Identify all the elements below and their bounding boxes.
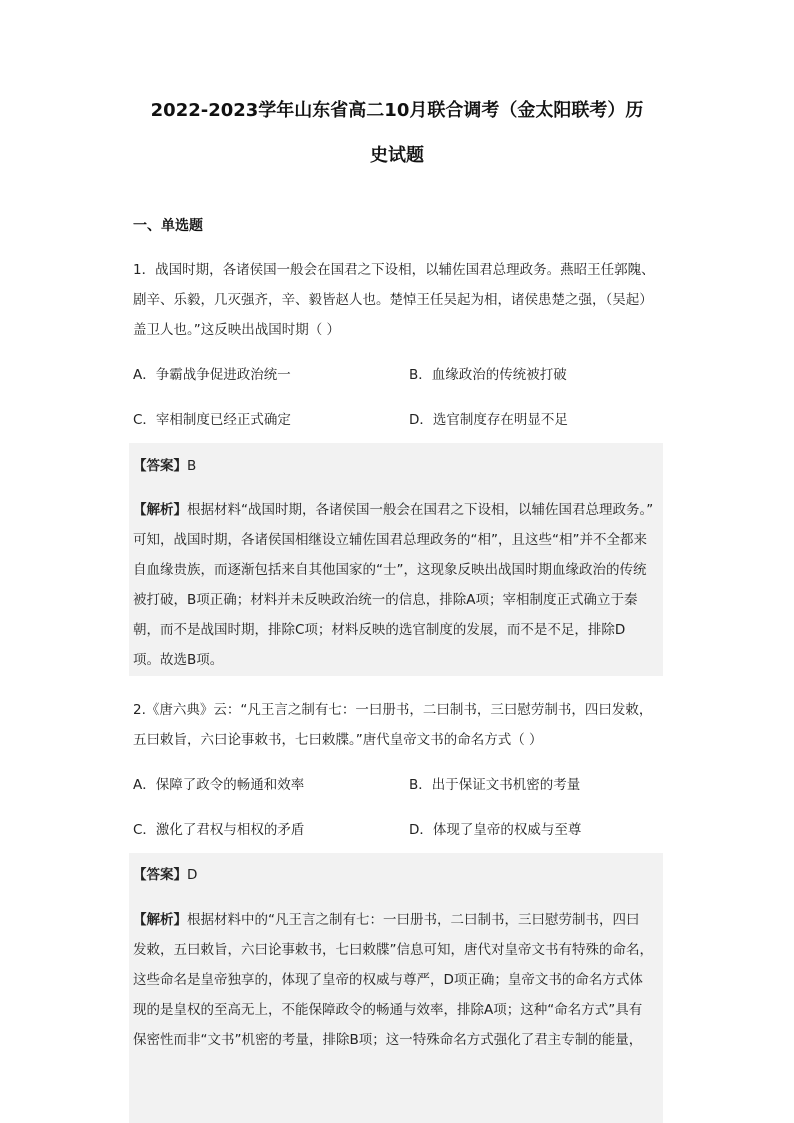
q2-analysis-line-2: 发敕，五曰敕旨，六曰论事敕书，七曰敕牒”信息可知，唐代对皇帝文书有特殊的命名，	[133, 942, 653, 958]
q1-option-c: C．宰相制度已经正式确定	[133, 412, 291, 428]
q1-analysis-line-5: 朝，而不是战国时期，排除C项；材料反映的选官制度的发展，而不是不足，排除D	[133, 622, 626, 638]
q1-option-d: D．选官制度存在明显不足	[409, 412, 568, 428]
q1-analysis-text: 根据材料“战国时期，各诸侯国一般会在国君之下设相，以辅佐国君总理政务。”	[187, 502, 654, 518]
q2-answer-panel	[129, 853, 663, 1123]
q1-option-a: A．争霸战争促进政治统一	[133, 367, 291, 383]
q1-analysis-line-2: 可知，战国时期，各诸侯国相继设立辅佐国君总理政务的“相”，且这些“相”并不全都来	[133, 532, 647, 548]
q2-option-b: B．出于保证文书机密的考量	[409, 777, 581, 793]
q2-stem-line-1: 2.《唐六典》云：“凡王言之制有七：一曰册书，二曰制书，三曰慰劳制书，四曰发敕，	[133, 702, 653, 718]
q1-stem-line-2: 剧辛、乐毅，几灭强齐，辛、毅皆赵人也。楚悼王任吴起为相，诸侯患楚之强，（吴起）	[133, 292, 653, 308]
section-heading: 一、单选题	[133, 218, 203, 234]
q1-answer-label: 【答案】	[133, 458, 187, 474]
q2-option-c: C．激化了君权与相权的矛盾	[133, 822, 305, 838]
document-title-line-1: 2022-2023学年山东省高二10月联合调考（金太阳联考）历	[150, 100, 644, 121]
q2-analysis-line-1	[133, 908, 640, 928]
q2-analysis-line-4: 现的是皇权的至高无上，不能保障政令的畅通与效率，排除A项；这种“命名方式”具有	[133, 1002, 643, 1018]
q1-answer-value: B	[187, 458, 197, 474]
q1-analysis-line-1	[133, 498, 653, 518]
q1-analysis-label: 【解析】	[133, 502, 187, 518]
q1-stem-line-1: 1．战国时期，各诸侯国一般会在国君之下设相，以辅佐国君总理政务。燕昭王任郭隗、	[133, 262, 655, 278]
document-title-line-2: 史试题	[370, 145, 424, 166]
q2-analysis-label: 【解析】	[133, 912, 187, 928]
q1-answer	[133, 454, 196, 474]
q1-analysis-line-3: 自血缘贵族，而逐渐包括来自其他国家的“士”，这现象反映出战国时期血缘政治的传统	[133, 562, 647, 578]
q2-analysis-line-3: 这些命名是皇帝独享的，体现了皇帝的权威与尊严，D项正确；皇帝文书的命名方式体	[133, 972, 643, 988]
q1-option-b: B．血缘政治的传统被打破	[409, 367, 567, 383]
q1-analysis-line-6: 项。故选B项。	[133, 652, 224, 668]
q2-answer-label: 【答案】	[133, 867, 187, 883]
q1-analysis-line-4: 被打破，B项正确；材料并未反映政治统一的信息，排除A项；宰相制度正式确立于秦	[133, 592, 638, 608]
q2-answer-value: D	[187, 867, 198, 883]
q2-answer	[133, 863, 197, 883]
q2-option-d: D．体现了皇帝的权威与至尊	[409, 822, 582, 838]
q2-option-a: A．保障了政令的畅通和效率	[133, 777, 305, 793]
q2-analysis-line-5: 保密性而非“文书”机密的考量，排除B项；这一特殊命名方式强化了君主专制的能量，	[133, 1032, 643, 1048]
q2-stem-line-2: 五曰敕旨，六曰论事敕书，七曰敕牒。”唐代皇帝文书的命名方式（ ）	[133, 732, 543, 748]
q1-stem-line-3: 盖卫人也。”这反映出战国时期（ ）	[133, 322, 341, 338]
q2-analysis-text: 根据材料中的“凡王言之制有七：一曰册书，二曰制书，三曰慰劳制书，四曰	[187, 912, 640, 928]
